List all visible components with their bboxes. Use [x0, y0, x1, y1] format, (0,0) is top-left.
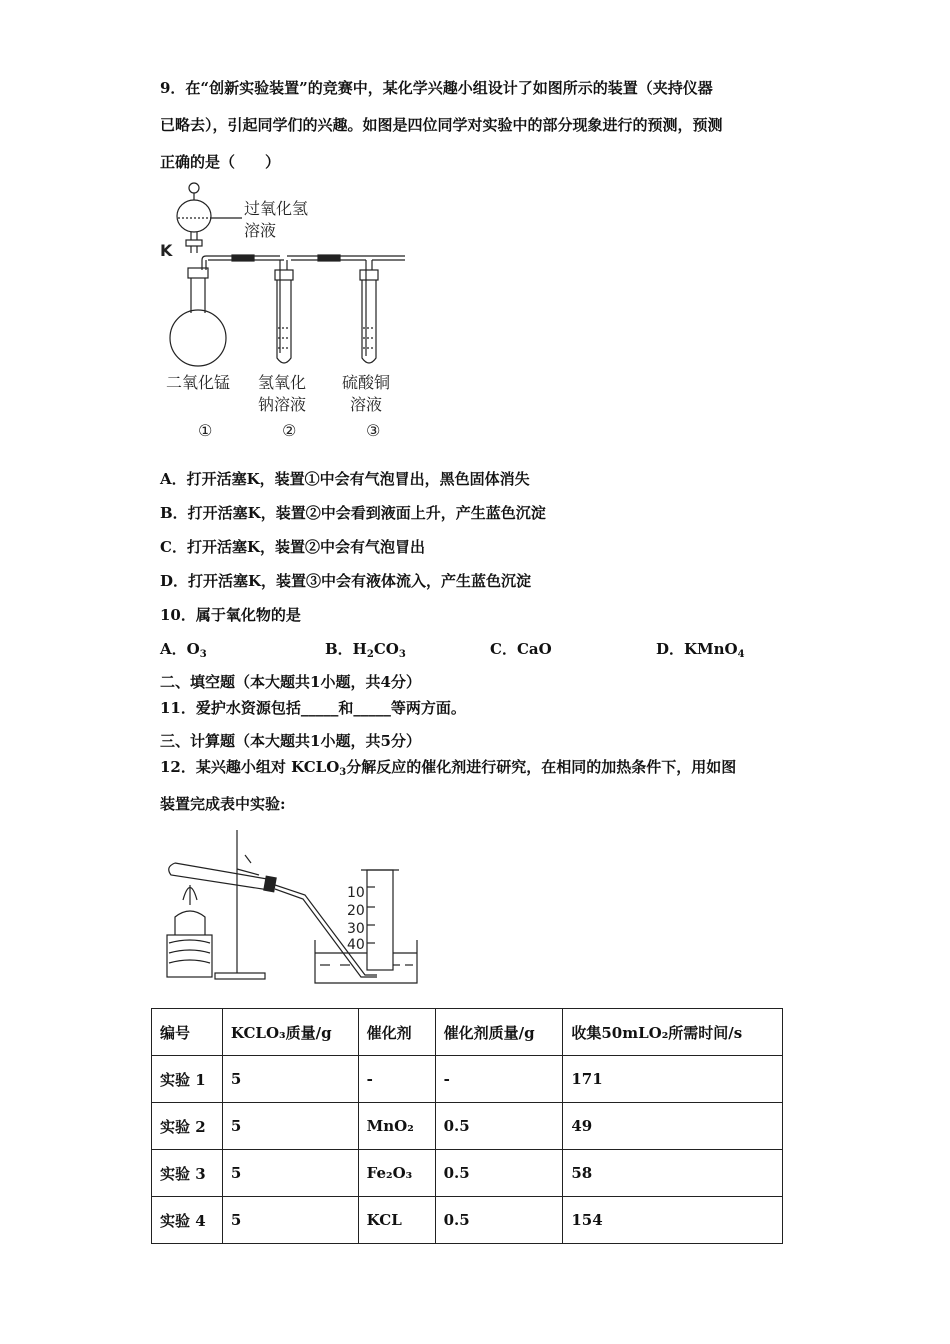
table-cell: 5 [222, 1103, 358, 1150]
table-cell: 实验 4 [152, 1197, 223, 1244]
q12-apparatus-figure [155, 825, 420, 990]
q10-option-d: D．KMnO$_4$ [656, 640, 745, 660]
table-row [152, 1150, 783, 1197]
cylinder-mark-40: 40 [347, 937, 365, 953]
table-header-row [152, 1009, 783, 1056]
label-num-2: ② [282, 421, 297, 440]
q9-option-a: A．打开活塞K，装置①中会有气泡冒出，黑色固体消失 [160, 470, 530, 488]
table-cell: 171 [563, 1056, 783, 1103]
table-cell: MnO₂ [358, 1103, 435, 1150]
table-cell: 0.5 [435, 1197, 563, 1244]
table-cell: 0.5 [435, 1103, 563, 1150]
q9-option-d: D．打开活塞K，装置③中会有液体流入，产生蓝色沉淀 [160, 572, 532, 590]
table-cell: 实验 2 [152, 1103, 223, 1150]
table-header-cell: 收集50mLO₂所需时间/s [563, 1009, 783, 1056]
q9-option-b: B．打开活塞K，装置②中会看到液面上升，产生蓝色沉淀 [160, 504, 546, 522]
label-cuso4-2: 溶液 [350, 395, 383, 414]
label-cuso4-1: 硫酸铜 [342, 373, 391, 392]
table-cell: 5 [222, 1150, 358, 1197]
cylinder-mark-10: 10 [347, 885, 365, 901]
q9-line1: 9．在“创新实验装置”的竞赛中，某化学兴趣小组设计了如图所示的装置（夹持仪器 [160, 79, 713, 97]
table-cell: 实验 1 [152, 1056, 223, 1103]
label-num-3: ③ [366, 421, 381, 440]
label-num-1: ① [198, 421, 213, 440]
table-header-cell: 催化剂 [358, 1009, 435, 1056]
q12-line2: 装置完成表中实验: [160, 795, 286, 813]
table-row [152, 1056, 783, 1103]
label-h2o2-2: 溶液 [244, 221, 277, 240]
table-header-cell: 催化剂质量/g [435, 1009, 563, 1056]
q10-stem: 10．属于氧化物的是 [160, 606, 301, 624]
label-h2o2-1: 过氧化氢 [244, 199, 309, 218]
cylinder-mark-20: 20 [347, 903, 365, 919]
table-header-cell: KCLO₃质量/g [222, 1009, 358, 1056]
table-row [152, 1103, 783, 1150]
table-cell: 58 [563, 1150, 783, 1197]
section-3-heading: 三、计算题（本大题共1小题，共5分） [160, 732, 421, 750]
q10-option-a: A．$O_3$ [160, 640, 207, 660]
q10-option-b: B．$H_2CO_3$ [325, 640, 406, 660]
section-2-heading: 二、填空题（本大题共1小题，共4分） [160, 673, 421, 691]
table-cell: - [435, 1056, 563, 1103]
label-valve-k: K [160, 241, 173, 260]
table-cell: KCL [358, 1197, 435, 1244]
label-mno2: 二氧化锰 [166, 373, 231, 392]
experiment-table [151, 1008, 783, 1244]
table-cell: 0.5 [435, 1150, 563, 1197]
table-header-cell: 编号 [152, 1009, 223, 1056]
q9-line2: 已略去），引起同学们的兴趣。如图是四位同学对实验中的部分现象进行的预测，预测 [160, 116, 723, 134]
label-naoh-1: 氢氧化 [258, 373, 307, 392]
table-cell: 5 [222, 1197, 358, 1244]
table-cell: 49 [563, 1103, 783, 1150]
q12-line1: 12．某兴趣小组对 $KCLO_3$分解反应的催化剂进行研究，在相同的加热条件下，用如图 [160, 758, 737, 778]
cylinder-mark-30: 30 [347, 921, 365, 937]
q11-text: 11．爱护水资源包括_____和_____等两方面。 [160, 699, 466, 717]
table-cell: 154 [563, 1197, 783, 1244]
table-cell: 实验 3 [152, 1150, 223, 1197]
table-cell: 5 [222, 1056, 358, 1103]
q9-line3: 正确的是（ ） [160, 153, 281, 171]
q10-option-c: C．CaO [490, 640, 552, 658]
table-row [152, 1197, 783, 1244]
q9-option-c: C．打开活塞K，装置②中会有气泡冒出 [160, 538, 425, 556]
table-cell: - [358, 1056, 435, 1103]
table-cell: Fe₂O₃ [358, 1150, 435, 1197]
label-naoh-2: 钠溶液 [258, 395, 307, 414]
q9-apparatus-figure [150, 178, 430, 443]
